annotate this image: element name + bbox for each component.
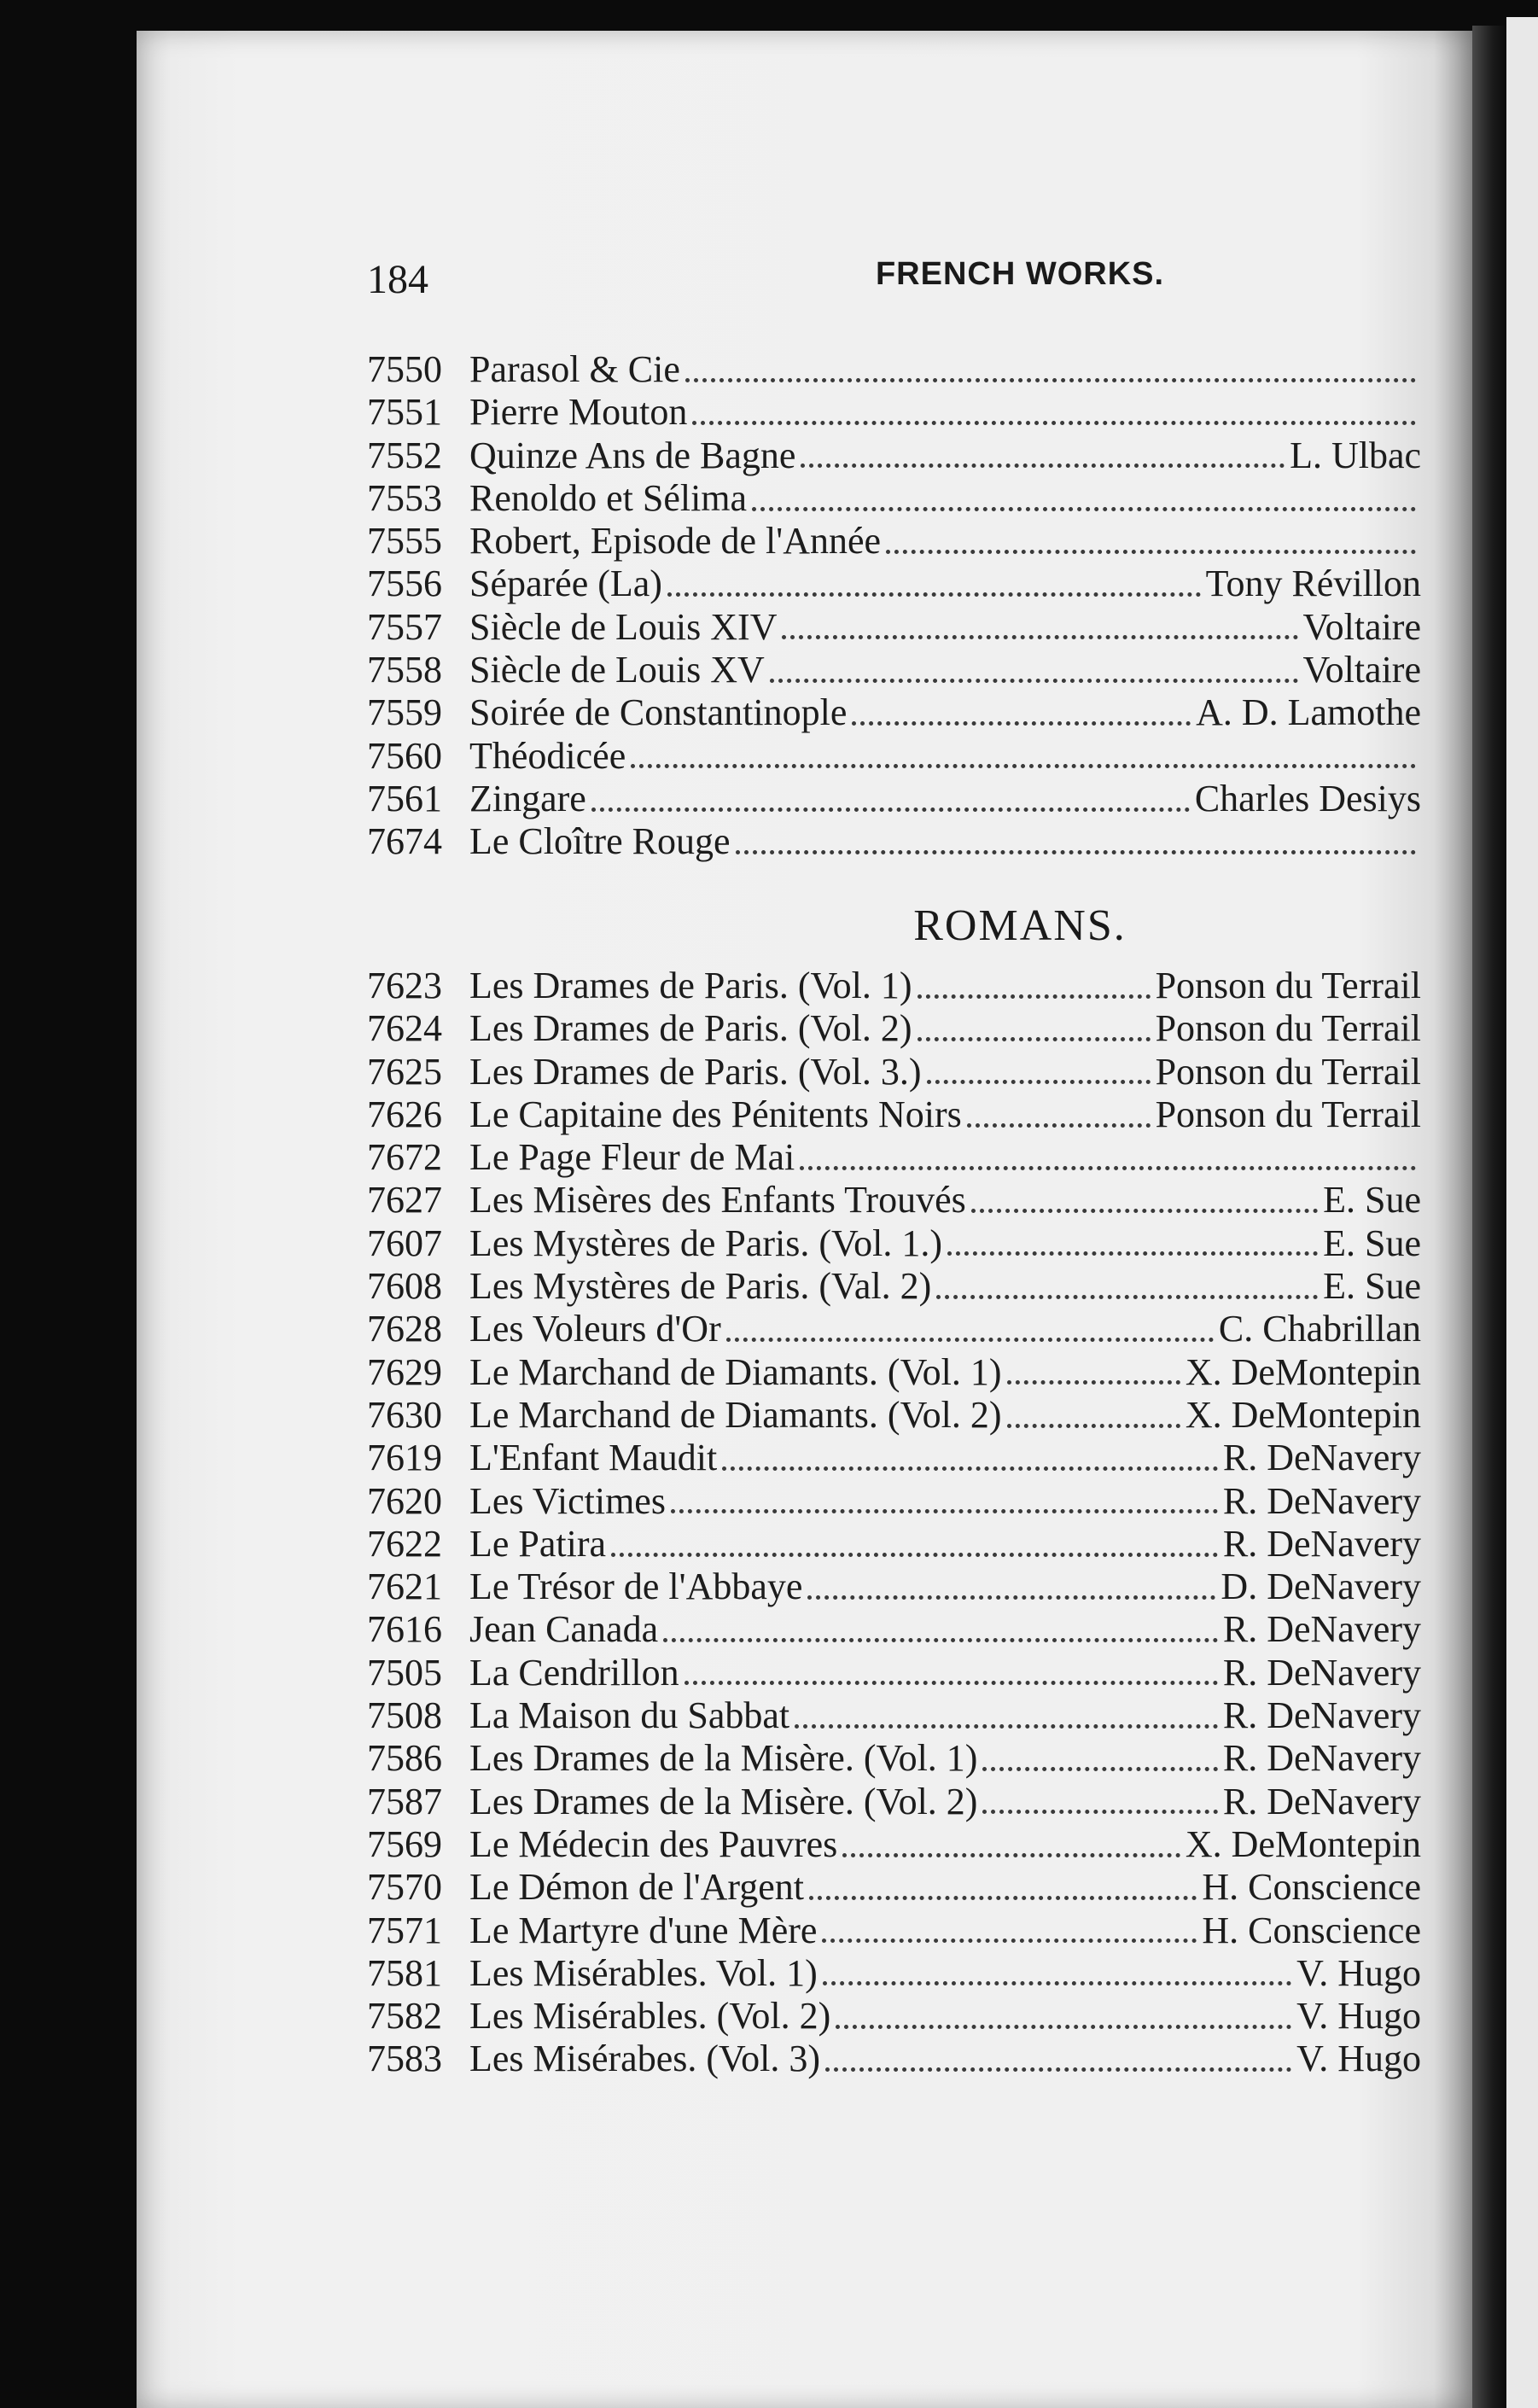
entry-author: R. DeNavery — [1222, 1737, 1421, 1780]
entry-author: E. Sue — [1323, 1265, 1421, 1308]
adjacent-page-edge — [1506, 17, 1538, 2408]
entry-title: Robert, Episode de l'Année — [469, 520, 882, 563]
entry-author: E. Sue — [1323, 1179, 1421, 1221]
entry-title: Les Misères des Enfants Trouvés — [469, 1179, 966, 1221]
entry-title: L'Enfant Maudit — [469, 1437, 718, 1479]
entry-title: Les Mystères de Paris. (Val. 2) — [469, 1265, 932, 1308]
entry-number: 7581 — [367, 1951, 442, 1994]
entry-author: A. D. Lamothe — [1196, 691, 1421, 734]
entry-title: Jean Canada — [469, 1608, 659, 1651]
dot-leader — [982, 1810, 1217, 1814]
book-spine-shadow — [1472, 26, 1506, 2408]
entry-title: Les Voleurs d'Or — [469, 1308, 721, 1350]
entry-number: 7608 — [367, 1265, 442, 1308]
entry-author: R. DeNavery — [1222, 1608, 1421, 1651]
dot-leader — [967, 1123, 1151, 1128]
entry-author: C. Chabrillan — [1218, 1308, 1421, 1350]
catalog-entry — [367, 348, 1421, 391]
catalog-entry — [367, 1480, 1421, 1523]
entry-number: 7556 — [367, 563, 442, 605]
catalog-entry — [367, 563, 1421, 605]
entry-title: Les Misérables. Vol. 1) — [469, 1951, 818, 1994]
catalog-entry — [367, 1866, 1421, 1909]
entry-title: Le Patira — [469, 1522, 607, 1565]
entry-number: 7621 — [367, 1565, 442, 1608]
entry-number: 7624 — [367, 1007, 442, 1050]
catalog-entry — [367, 1179, 1421, 1221]
entry-author: X. DeMontepin — [1185, 1350, 1421, 1393]
dot-leader — [736, 850, 1417, 854]
catalog-entry — [367, 477, 1421, 520]
entry-number: 7619 — [367, 1437, 442, 1479]
entry-number: 7623 — [367, 965, 442, 1006]
dot-leader — [726, 1338, 1214, 1342]
dot-leader — [611, 1553, 1218, 1557]
dot-leader — [807, 1595, 1215, 1600]
dot-leader — [591, 808, 1190, 812]
entry-title: Les Drames de Paris. (Vol. 3.) — [469, 1050, 922, 1093]
dot-leader — [782, 635, 1297, 639]
entry-number: 7552 — [367, 434, 442, 476]
entry-number: 7586 — [367, 1737, 442, 1780]
entry-number: 7672 — [367, 1136, 442, 1179]
entry-title: Siècle de Louis XIV — [469, 605, 778, 648]
entry-title: Les Mystères de Paris. (Vol. 1.) — [469, 1221, 942, 1264]
catalog-entry — [367, 1694, 1421, 1737]
entry-title: Siècle de Louis XV — [469, 649, 765, 691]
catalog-entry — [367, 1781, 1421, 1823]
catalog-entry — [367, 1909, 1421, 1952]
entry-number: 7583 — [367, 2038, 442, 2080]
catalog-entry — [367, 606, 1421, 649]
entry-number: 7620 — [367, 1479, 442, 1522]
dot-leader — [722, 1466, 1218, 1471]
entry-author: R. DeNavery — [1222, 1522, 1421, 1565]
entry-title: Le Démon de l'Argent — [469, 1866, 805, 1909]
dot-leader — [927, 1080, 1151, 1084]
entry-author: E. Sue — [1323, 1221, 1421, 1264]
catalog-entry — [367, 1093, 1421, 1136]
dot-leader — [852, 721, 1191, 726]
catalog-entry — [367, 391, 1421, 434]
dot-leader — [795, 1724, 1218, 1729]
dot-leader — [685, 378, 1416, 382]
dot-leader — [822, 1939, 1197, 1943]
entry-title: Les Drames de Paris. (Vol. 1) — [469, 965, 912, 1006]
dot-leader — [667, 592, 1201, 597]
entry-title: Les Misérabes. (Vol. 3) — [469, 2038, 820, 2080]
entry-title: Le Trésor de l'Abbaye — [469, 1565, 803, 1608]
entry-number: 7616 — [367, 1608, 442, 1651]
dot-leader — [886, 550, 1416, 554]
catalog-entry — [367, 1265, 1421, 1308]
entry-title: Le Capitaine des Pénitents Noirs — [469, 1093, 962, 1135]
catalog-entry — [367, 691, 1421, 734]
entry-number: 7630 — [367, 1393, 442, 1436]
entry-number: 7508 — [367, 1694, 442, 1737]
dot-leader — [971, 1209, 1318, 1213]
catalog-entry — [367, 1351, 1421, 1394]
entry-number: 7629 — [367, 1350, 442, 1393]
entry-title: Séparée (La) — [469, 563, 662, 605]
entry-title: Pierre Mouton — [469, 391, 688, 434]
dot-leader — [1007, 1424, 1180, 1428]
entry-number: 7571 — [367, 1909, 442, 1951]
catalog-entry — [367, 1608, 1421, 1651]
entry-author: D. DeNavery — [1220, 1565, 1421, 1608]
entry-author: V. Hugo — [1296, 1995, 1421, 2038]
entry-title: Les Drames de la Misère. (Vol. 1) — [469, 1737, 978, 1780]
entry-author: H. Conscience — [1202, 1909, 1421, 1951]
entry-number: 7557 — [367, 605, 442, 648]
entry-number: 7555 — [367, 520, 442, 563]
entry-number: 7559 — [367, 691, 442, 734]
entry-author: X. DeMontepin — [1185, 1393, 1421, 1436]
catalog-entry — [367, 1136, 1421, 1179]
catalog-entry — [367, 735, 1421, 778]
entry-author: Ponson du Terrail — [1155, 1093, 1421, 1135]
entry-title: Le Page Fleur de Mai — [469, 1136, 795, 1179]
entry-number: 7551 — [367, 391, 442, 434]
entry-number: 7582 — [367, 1995, 442, 2038]
dot-leader — [692, 421, 1416, 425]
entry-author: R. DeNavery — [1222, 1651, 1421, 1694]
catalog-entry — [367, 1523, 1421, 1565]
entry-author: Ponson du Terrail — [1155, 1007, 1421, 1050]
entry-title: Le Cloître Rouge — [469, 820, 731, 863]
entry-author: Charles Desiys — [1194, 777, 1421, 819]
entry-number: 7607 — [367, 1221, 442, 1264]
running-head: FRENCH WORKS. — [875, 256, 1165, 292]
section-heading-romans: ROMANS. — [913, 901, 1127, 950]
entry-number: 7622 — [367, 1522, 442, 1565]
entry-author: R. DeNavery — [1222, 1780, 1421, 1822]
entry-author: Voltaire — [1302, 649, 1421, 691]
catalog-entry — [367, 649, 1421, 691]
dot-leader — [752, 507, 1416, 511]
entry-number: 7570 — [367, 1866, 442, 1909]
entry-title: La Cendrillon — [469, 1651, 679, 1694]
dot-leader — [947, 1251, 1318, 1256]
dot-leader — [918, 994, 1151, 999]
dot-leader — [1007, 1380, 1180, 1385]
catalog-entry — [367, 1222, 1421, 1265]
dot-leader — [685, 1681, 1218, 1685]
entry-title: Zingare — [469, 777, 586, 819]
entry-author: Ponson du Terrail — [1155, 965, 1421, 1006]
entry-title: Les Victimes — [469, 1479, 666, 1522]
dot-leader — [770, 679, 1298, 683]
dot-leader — [671, 1509, 1218, 1513]
entry-title: Renoldo et Sélima — [469, 476, 748, 519]
entry-title: Le Marchand de Diamants. (Vol. 2) — [469, 1393, 1002, 1436]
entry-title: Quinze Ans de Bagne — [469, 434, 796, 476]
entry-title: Les Drames de la Misère. (Vol. 2) — [469, 1780, 978, 1822]
dot-leader — [936, 1295, 1318, 1299]
dot-leader — [809, 1896, 1197, 1900]
entry-author: H. Conscience — [1202, 1866, 1421, 1909]
entry-number: 7626 — [367, 1093, 442, 1135]
catalog-entry — [367, 434, 1421, 477]
dot-leader — [823, 1981, 1291, 1985]
dot-leader — [800, 1166, 1416, 1170]
entry-title: Les Misérables. (Vol. 2) — [469, 1995, 831, 2038]
dot-leader — [842, 1853, 1180, 1857]
catalog-entry — [367, 1437, 1421, 1479]
entry-title: Le Marchand de Diamants. (Vol. 1) — [469, 1350, 1002, 1393]
entry-title: Le Médecin des Pauvres — [469, 1822, 838, 1865]
entry-author: L. Ulbac — [1290, 434, 1421, 476]
dot-leader — [663, 1638, 1218, 1642]
dot-leader — [825, 2067, 1291, 2072]
catalog-entry — [367, 1051, 1421, 1093]
catalog-entry — [367, 1652, 1421, 1694]
dot-leader — [918, 1037, 1151, 1041]
entry-author: Tony Révillon — [1205, 563, 1421, 605]
entry-author: X. DeMontepin — [1185, 1822, 1421, 1865]
entry-author: V. Hugo — [1296, 1951, 1421, 1994]
page-number: 184 — [367, 257, 428, 302]
entry-number: 7553 — [367, 476, 442, 519]
catalog-entry — [367, 2038, 1421, 2080]
catalog-entry — [367, 1995, 1421, 2038]
entry-title: Les Drames de Paris. (Vol. 2) — [469, 1007, 912, 1050]
catalog-entry — [367, 1823, 1421, 1866]
catalog-entry — [367, 1952, 1421, 1995]
entry-number: 7569 — [367, 1822, 442, 1865]
dot-leader — [982, 1767, 1217, 1771]
catalog-entry — [367, 820, 1421, 863]
entry-title: Parasol & Cie — [469, 348, 680, 390]
entry-number: 7561 — [367, 777, 442, 819]
catalog-list-romans — [367, 965, 1421, 2081]
entry-author: Voltaire — [1302, 605, 1421, 648]
entry-title: Soirée de Constantinople — [469, 691, 848, 734]
catalog-entry — [367, 778, 1421, 820]
entry-title: Le Martyre d'une Mère — [469, 1909, 818, 1951]
entry-number: 7505 — [367, 1651, 442, 1694]
catalog-entry — [367, 1565, 1421, 1608]
entry-number: 7625 — [367, 1050, 442, 1093]
catalog-entry — [367, 1394, 1421, 1437]
entry-author: R. DeNavery — [1222, 1694, 1421, 1737]
catalog-entry — [367, 520, 1421, 563]
dot-leader — [801, 464, 1285, 468]
entry-author: R. DeNavery — [1222, 1479, 1421, 1522]
entry-number: 7560 — [367, 734, 442, 777]
entry-title: Théodicée — [469, 734, 626, 777]
entry-number: 7550 — [367, 348, 442, 390]
entry-author: Ponson du Terrail — [1155, 1050, 1421, 1093]
entry-number: 7674 — [367, 820, 442, 863]
entry-number: 7587 — [367, 1780, 442, 1822]
dot-leader — [836, 2025, 1291, 2029]
entry-number: 7628 — [367, 1308, 442, 1350]
entry-author: V. Hugo — [1296, 2038, 1421, 2080]
entry-number: 7627 — [367, 1179, 442, 1221]
entry-author: R. DeNavery — [1222, 1437, 1421, 1479]
catalog-entry — [367, 1007, 1421, 1050]
catalog-entry — [367, 965, 1421, 1007]
catalog-list-top — [367, 348, 1421, 864]
entry-title: La Maison du Sabbat — [469, 1694, 790, 1737]
dot-leader — [631, 764, 1416, 768]
catalog-entry — [367, 1308, 1421, 1350]
catalog-entry — [367, 1737, 1421, 1780]
entry-number: 7558 — [367, 649, 442, 691]
